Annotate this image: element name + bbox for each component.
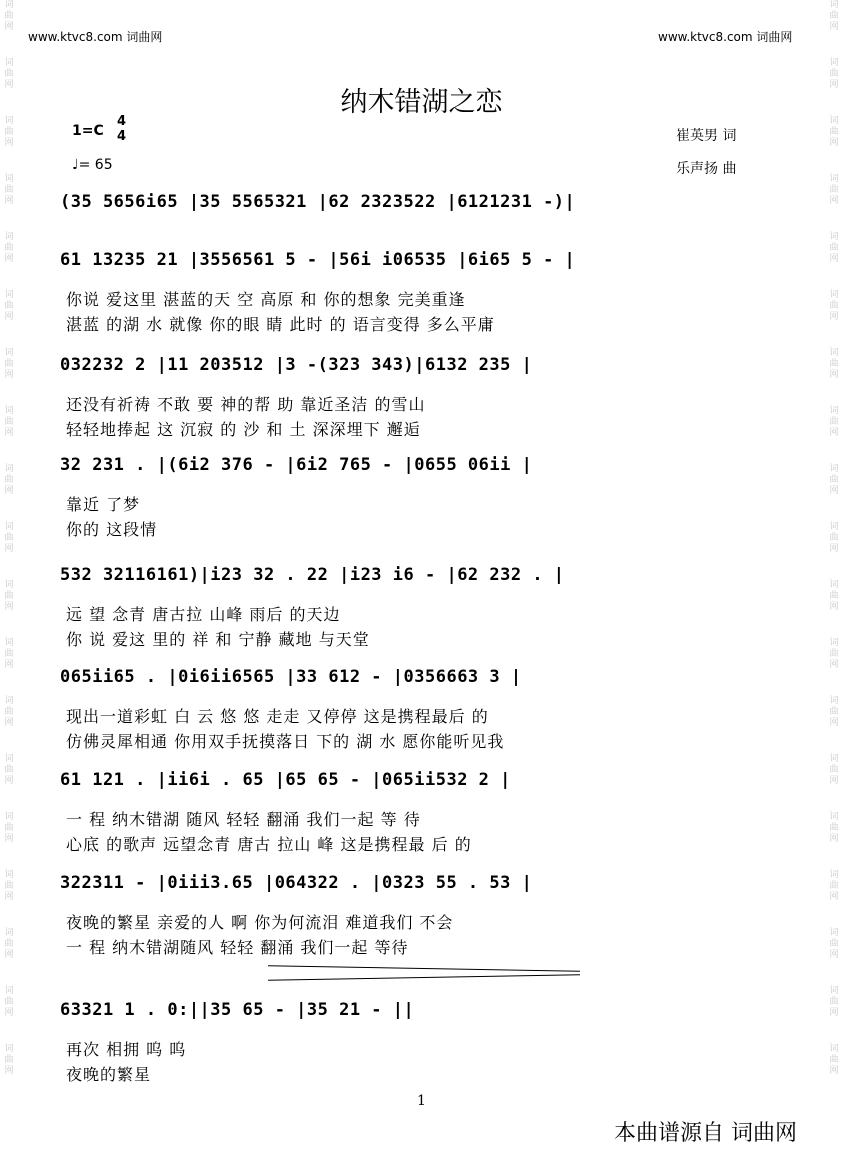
watermark-gap xyxy=(0,149,18,174)
watermark-glyph: 网 xyxy=(4,196,14,206)
watermark-gap xyxy=(0,381,18,406)
notation-row: 63321 1 . 0:||35 65 - |35 21 - || xyxy=(60,1000,415,1020)
watermark-glyph: 曲 xyxy=(4,417,14,427)
watermark-glyph: 网 xyxy=(4,80,14,90)
watermark-glyph: 词 xyxy=(829,522,839,532)
watermark-glyph: 曲 xyxy=(4,939,14,949)
watermark-glyph: 网 xyxy=(829,312,839,322)
watermark-glyph: 词 xyxy=(4,116,14,126)
watermark-gap xyxy=(0,33,18,58)
watermark-glyph: 曲 xyxy=(4,69,14,79)
watermark-glyph: 曲 xyxy=(4,243,14,253)
watermark-gap xyxy=(825,207,843,232)
watermark-glyph: 曲 xyxy=(4,533,14,543)
watermark-glyph: 曲 xyxy=(4,127,14,137)
watermark-glyph: 曲 xyxy=(4,11,14,21)
notation-row: 322311 - |0iii3.65 |064322 . |0323 55 . 53 | xyxy=(60,873,533,893)
watermark-glyph: 曲 xyxy=(829,69,839,79)
lyric-line-second-verse: 轻轻地捧起 这 沉寂 的 沙 和 土 深深埋下 邂逅 xyxy=(66,420,421,439)
watermark-gap xyxy=(825,439,843,464)
watermark-glyph: 网 xyxy=(829,834,839,844)
watermark-glyph: 词 xyxy=(4,928,14,938)
watermark-glyph: 曲 xyxy=(4,1055,14,1065)
watermark-glyph: 网 xyxy=(829,718,839,728)
tempo-marking xyxy=(72,157,113,173)
watermark-glyph: 词 xyxy=(4,580,14,590)
decrescendo-hairpin-bottom xyxy=(268,974,580,980)
decrescendo-hairpin-top xyxy=(268,965,580,971)
lyric-line-first-verse: 现出一道彩虹 白 云 悠 悠 走走 又停停 这是携程最后 的 xyxy=(66,707,489,726)
watermark-gap xyxy=(825,381,843,406)
lyric-line-second-verse: 湛蓝 的湖 水 就像 你的眼 睛 此时 的 语言变得 多么平庸 xyxy=(66,315,495,334)
watermark-glyph: 词 xyxy=(829,290,839,300)
source-credit: 本曲谱源自 词曲网 xyxy=(614,1121,797,1146)
lyric-line-first-verse: 再次 相拥 呜 呜 xyxy=(66,1040,187,1059)
watermark-gap xyxy=(0,845,18,870)
watermark-glyph: 词 xyxy=(4,0,14,10)
watermark-glyph: 网 xyxy=(4,660,14,670)
watermark-glyph: 曲 xyxy=(4,881,14,891)
watermark-glyph: 曲 xyxy=(829,127,839,137)
watermark-glyph: 网 xyxy=(829,660,839,670)
watermark-glyph: 网 xyxy=(829,138,839,148)
watermark-glyph: 曲 xyxy=(829,185,839,195)
watermark-glyph: 网 xyxy=(829,370,839,380)
left-watermark-column xyxy=(0,0,18,1172)
watermark-glyph: 曲 xyxy=(829,475,839,485)
lyric-line-second-verse: 仿佛灵犀相通 你用双手抚摸落日 下的 湖 水 愿你能听见我 xyxy=(66,732,505,751)
watermark-glyph: 词 xyxy=(4,232,14,242)
watermark-glyph: 曲 xyxy=(4,591,14,601)
watermark-glyph: 词 xyxy=(829,406,839,416)
watermark-glyph: 网 xyxy=(4,428,14,438)
watermark-glyph: 曲 xyxy=(829,823,839,833)
time-signature-top: 4 xyxy=(117,114,127,129)
watermark-gap xyxy=(0,439,18,464)
lyricist-credit: 崔英男 词 xyxy=(676,128,737,144)
watermark-glyph: 曲 xyxy=(4,301,14,311)
lyric-line-first-verse: 靠近 了梦 xyxy=(66,495,141,514)
lyric-line-first-verse: 还没有祈祷 不敢 要 神的帮 助 靠近圣洁 的雪山 xyxy=(66,395,426,414)
watermark-glyph: 曲 xyxy=(4,359,14,369)
watermark-glyph: 词 xyxy=(829,812,839,822)
quarter-note-icon: ♩ xyxy=(72,157,79,173)
watermark-glyph: 曲 xyxy=(4,997,14,1007)
watermark-glyph: 曲 xyxy=(829,881,839,891)
key-signature: 1=C xyxy=(72,123,104,139)
notation-row: 032232 2 |11 203512 |3 -(323 343)|6132 235 | xyxy=(60,355,533,375)
watermark-glyph: 词 xyxy=(829,1044,839,1054)
watermark-glyph: 网 xyxy=(829,1008,839,1018)
watermark-gap xyxy=(825,903,843,928)
watermark-glyph: 曲 xyxy=(829,1055,839,1065)
watermark-glyph: 词 xyxy=(829,464,839,474)
source-url-left: www.ktvc8.com 词曲网 xyxy=(28,30,163,44)
watermark-glyph: 曲 xyxy=(829,591,839,601)
watermark-glyph: 词 xyxy=(4,290,14,300)
watermark-glyph: 词 xyxy=(829,348,839,358)
lyric-line-second-verse: 你 说 爱这 里的 祥 和 宁静 藏地 与天堂 xyxy=(66,630,370,649)
watermark-glyph: 网 xyxy=(829,544,839,554)
watermark-glyph: 词 xyxy=(829,696,839,706)
watermark-glyph: 词 xyxy=(829,580,839,590)
lyric-line-second-verse: 你的 这段情 xyxy=(66,520,158,539)
watermark-gap xyxy=(0,497,18,522)
watermark-glyph: 曲 xyxy=(4,185,14,195)
lyric-line-first-verse: 远 望 念青 唐古拉 山峰 雨后 的天边 xyxy=(66,605,341,624)
watermark-glyph: 网 xyxy=(829,602,839,612)
watermark-gap xyxy=(825,265,843,290)
watermark-glyph: 词 xyxy=(4,58,14,68)
watermark-gap xyxy=(0,961,18,986)
watermark-gap xyxy=(0,671,18,696)
watermark-glyph: 网 xyxy=(4,370,14,380)
watermark-gap xyxy=(0,729,18,754)
watermark-glyph: 网 xyxy=(4,892,14,902)
watermark-glyph: 曲 xyxy=(829,649,839,659)
watermark-glyph: 网 xyxy=(4,776,14,786)
page-number: 1 xyxy=(417,1093,426,1109)
watermark-glyph: 网 xyxy=(829,776,839,786)
watermark-glyph: 词 xyxy=(4,986,14,996)
watermark-glyph: 网 xyxy=(4,138,14,148)
notation-row: 32 231 . |(6i2 376 - |6i2 765 - |0655 06ii | xyxy=(60,455,533,475)
watermark-glyph: 网 xyxy=(829,22,839,32)
watermark-gap xyxy=(825,613,843,638)
watermark-gap xyxy=(825,555,843,580)
watermark-glyph: 曲 xyxy=(829,707,839,717)
notation-row: 61 13235 21 |3556561 5 - |56i i06535 |6i65 5 - | xyxy=(60,250,576,270)
lyric-line-first-verse: 夜晚的繁星 亲爱的人 啊 你为何流泪 难道我们 不会 xyxy=(66,913,454,932)
watermark-gap xyxy=(825,33,843,58)
right-watermark-column xyxy=(825,0,843,1172)
watermark-gap xyxy=(825,787,843,812)
watermark-gap xyxy=(0,555,18,580)
watermark-gap xyxy=(825,845,843,870)
watermark-glyph: 曲 xyxy=(4,649,14,659)
watermark-glyph: 词 xyxy=(829,116,839,126)
watermark-glyph: 网 xyxy=(829,428,839,438)
watermark-glyph: 词 xyxy=(829,754,839,764)
watermark-gap xyxy=(825,149,843,174)
watermark-glyph: 词 xyxy=(4,464,14,474)
watermark-glyph: 词 xyxy=(4,870,14,880)
watermark-glyph: 词 xyxy=(829,986,839,996)
watermark-glyph: 词 xyxy=(829,0,839,10)
watermark-gap xyxy=(0,903,18,928)
watermark-gap xyxy=(825,961,843,986)
lyric-line-first-verse: 一 程 纳木错湖 随风 轻轻 翻涌 我们一起 等 待 xyxy=(66,810,421,829)
notation-row: 065ii65 . |0i6ii6565 |33 612 - |0356663 3 | xyxy=(60,667,522,687)
watermark-glyph: 网 xyxy=(4,486,14,496)
watermark-glyph: 词 xyxy=(829,870,839,880)
watermark-gap xyxy=(0,613,18,638)
watermark-glyph: 网 xyxy=(4,950,14,960)
watermark-glyph: 词 xyxy=(829,58,839,68)
watermark-glyph: 曲 xyxy=(829,417,839,427)
watermark-gap xyxy=(825,671,843,696)
watermark-glyph: 曲 xyxy=(829,243,839,253)
watermark-glyph: 网 xyxy=(829,486,839,496)
watermark-glyph: 网 xyxy=(829,1066,839,1076)
lyric-line-second-verse: 一 程 纳木错湖随风 轻轻 翻涌 我们一起 等待 xyxy=(66,938,409,957)
watermark-glyph: 网 xyxy=(829,950,839,960)
watermark-glyph: 曲 xyxy=(4,707,14,717)
watermark-glyph: 词 xyxy=(829,232,839,242)
watermark-glyph: 网 xyxy=(829,196,839,206)
watermark-gap xyxy=(0,323,18,348)
watermark-glyph: 词 xyxy=(4,1044,14,1054)
lyric-line-second-verse: 夜晚的繁星 xyxy=(66,1065,152,1084)
watermark-glyph: 曲 xyxy=(829,11,839,21)
watermark-glyph: 曲 xyxy=(829,533,839,543)
watermark-gap xyxy=(0,207,18,232)
watermark-glyph: 网 xyxy=(4,22,14,32)
watermark-gap xyxy=(825,1019,843,1044)
notation-row: 532 32116161)|i23 32 . 22 |i23 i6 - |62 232 . | xyxy=(60,565,565,585)
tempo-value: = 65 xyxy=(78,157,113,173)
watermark-gap xyxy=(0,787,18,812)
watermark-gap xyxy=(825,323,843,348)
watermark-glyph: 网 xyxy=(4,602,14,612)
watermark-gap xyxy=(0,1019,18,1044)
song-title: 纳木错湖之恋 xyxy=(340,87,503,118)
watermark-glyph: 网 xyxy=(4,1008,14,1018)
watermark-glyph: 词 xyxy=(829,638,839,648)
watermark-glyph: 曲 xyxy=(829,939,839,949)
time-signature-bottom: 4 xyxy=(117,129,127,144)
watermark-glyph: 词 xyxy=(4,696,14,706)
watermark-glyph: 词 xyxy=(4,406,14,416)
watermark-glyph: 词 xyxy=(829,928,839,938)
watermark-gap xyxy=(825,729,843,754)
watermark-glyph: 曲 xyxy=(4,765,14,775)
watermark-glyph: 网 xyxy=(829,254,839,264)
watermark-glyph: 网 xyxy=(829,892,839,902)
source-url-right: www.ktvc8.com 词曲网 xyxy=(658,30,793,44)
lyric-line-second-verse: 心底 的歌声 远望念青 唐古 拉山 峰 这是携程最 后 的 xyxy=(66,835,472,854)
lyric-line-first-verse: 你说 爱这里 湛蓝的天 空 高原 和 你的想象 完美重逢 xyxy=(66,290,466,309)
watermark-glyph: 词 xyxy=(4,348,14,358)
watermark-glyph: 曲 xyxy=(829,301,839,311)
notation-row: (35 5656i65 |35 5565321 |62 2323522 |6121231 -)| xyxy=(60,192,576,212)
watermark-glyph: 词 xyxy=(4,754,14,764)
time-signature xyxy=(117,114,126,144)
watermark-glyph: 曲 xyxy=(829,997,839,1007)
watermark-glyph: 曲 xyxy=(4,475,14,485)
watermark-glyph: 网 xyxy=(4,834,14,844)
watermark-glyph: 网 xyxy=(4,254,14,264)
watermark-glyph: 词 xyxy=(829,174,839,184)
watermark-glyph: 网 xyxy=(829,80,839,90)
watermark-glyph: 词 xyxy=(4,638,14,648)
watermark-gap xyxy=(0,265,18,290)
watermark-glyph: 网 xyxy=(4,1066,14,1076)
composer-credit: 乐声扬 曲 xyxy=(676,161,737,177)
watermark-glyph: 词 xyxy=(4,812,14,822)
watermark-glyph: 网 xyxy=(4,544,14,554)
watermark-glyph: 网 xyxy=(4,312,14,322)
watermark-glyph: 网 xyxy=(4,718,14,728)
notation-row: 61 121 . |ii6i . 65 |65 65 - |065ii532 2 | xyxy=(60,770,511,790)
watermark-glyph: 曲 xyxy=(829,765,839,775)
watermark-glyph: 曲 xyxy=(829,359,839,369)
watermark-glyph: 词 xyxy=(4,522,14,532)
watermark-gap xyxy=(825,497,843,522)
watermark-glyph: 词 xyxy=(4,174,14,184)
watermark-glyph: 曲 xyxy=(4,823,14,833)
